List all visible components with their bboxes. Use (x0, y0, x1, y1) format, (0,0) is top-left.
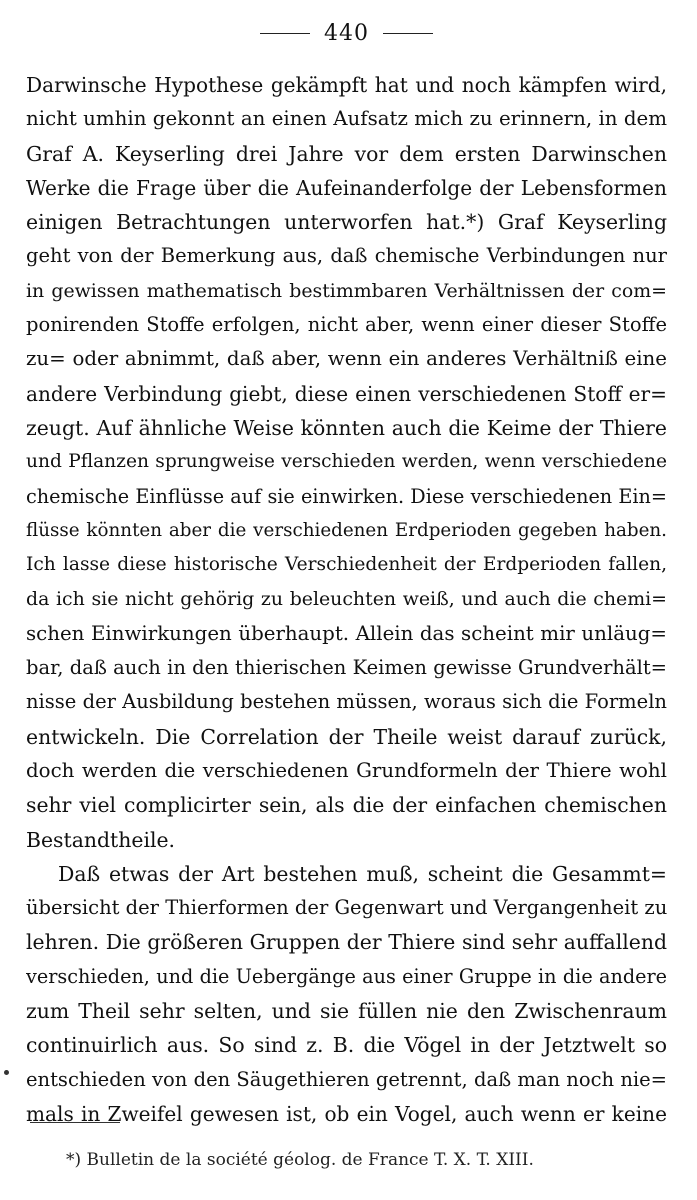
footnote: *) Bulletin de la société géolog. de France T. X. T. XIII. (66, 1150, 534, 1170)
text-line: chemische Einflüsse auf sie einwirken. Diese verschiedenen Ein= (26, 484, 667, 508)
text-line: verschieden, und die Uebergänge aus einer Gruppe in die andere (26, 964, 667, 988)
body-text (26, 68, 667, 1131)
text-line: flüsse könnten aber die verschiedenen Erdperioden gegeben haben. (26, 519, 667, 541)
text-line: in gewissen mathematisch bestimmbaren Verhältnissen der com= (26, 279, 667, 302)
text-line: mals in Zweifel gewesen ist, ob ein Vogel, auch wenn er keine (26, 1101, 667, 1126)
text-line: einigen Betrachtungen unterworfen hat.*) Graf Keyserling (26, 210, 667, 235)
text-line: Ich lasse diese historische Verschiedenheit der Erdperioden fallen, (26, 554, 667, 576)
text-line: entwickeln. Die Correlation der Theile weist darauf zurück, (26, 724, 667, 749)
footnote-rule (30, 1122, 120, 1123)
text-line: entschieden von den Säugethieren getrennt, daß man noch nie= (26, 1067, 667, 1091)
text-line: bar, daß auch in den thierischen Keimen gewisse Grundverhält= (26, 656, 667, 680)
text-line: Bestandtheile. (26, 827, 176, 852)
text-line: nisse der Ausbildung bestehen müssen, woraus sich die Formeln (26, 690, 667, 714)
text-line: Werke die Frage über die Aufeinanderfolge der Lebensformen (26, 175, 667, 200)
text-line: und Pflanzen sprungweise verschieden werden, wenn verschiedene (26, 451, 667, 473)
text-line: übersicht der Thierformen der Gegenwart und Vergangenheit zu (26, 896, 667, 920)
text-line: ponirenden Stoffe erfolgen, nicht aber, wenn einer dieser Stoffe (26, 313, 667, 337)
page-header (26, 18, 667, 48)
text-line: continuirlich aus. So sind z. B. die Vögel in der Jetztwelt so (26, 1033, 667, 1058)
page-number: 440 (324, 20, 369, 46)
header-rule-left (260, 33, 310, 34)
text-line: lehren. Die größeren Gruppen der Thiere sind sehr auffallend (26, 930, 667, 955)
paragraph-2 (26, 857, 667, 1131)
text-line: Daß etwas der Art bestehen muß, scheint die Gesammt= (58, 861, 667, 886)
text-line: zeugt. Auf ähnliche Weise könnten auch die Keime der Thiere (26, 415, 667, 440)
text-line: da ich sie nicht gehörig zu beleuchten weiß, und auch die chemi= (26, 588, 667, 611)
text-line: doch werden die verschiedenen Grundformeln der Thiere wohl (26, 758, 667, 782)
text-line: geht von der Bemerkung aus, daß chemische Verbindungen nur (26, 244, 667, 268)
margin-dot-mark (4, 1070, 9, 1075)
text-line: sehr viel complicirter sein, als die der einfachen chemischen (26, 793, 667, 818)
text-line: nicht umhin gekonnt an einen Aufsatz mich zu erinnern, in dem (26, 107, 667, 131)
text-line: schen Einwirkungen überhaupt. Allein das scheint mir unläug= (26, 621, 667, 645)
paragraph-1 (26, 68, 667, 857)
text-line: Graf A. Keyserling drei Jahre vor dem ersten Darwinschen (26, 141, 667, 166)
text-line: zu= oder abnimmt, daß aber, wenn ein anderes Verhältniß eine (26, 347, 667, 371)
header-rule-right (383, 33, 433, 34)
text-line: zum Theil sehr selten, und sie füllen nie den Zwischenraum (26, 999, 667, 1024)
text-line: andere Verbindung giebt, diese einen verschiedenen Stoff er= (26, 381, 667, 406)
text-line: Darwinsche Hypothese gekämpft hat und noch kämpfen wird, (26, 73, 667, 97)
